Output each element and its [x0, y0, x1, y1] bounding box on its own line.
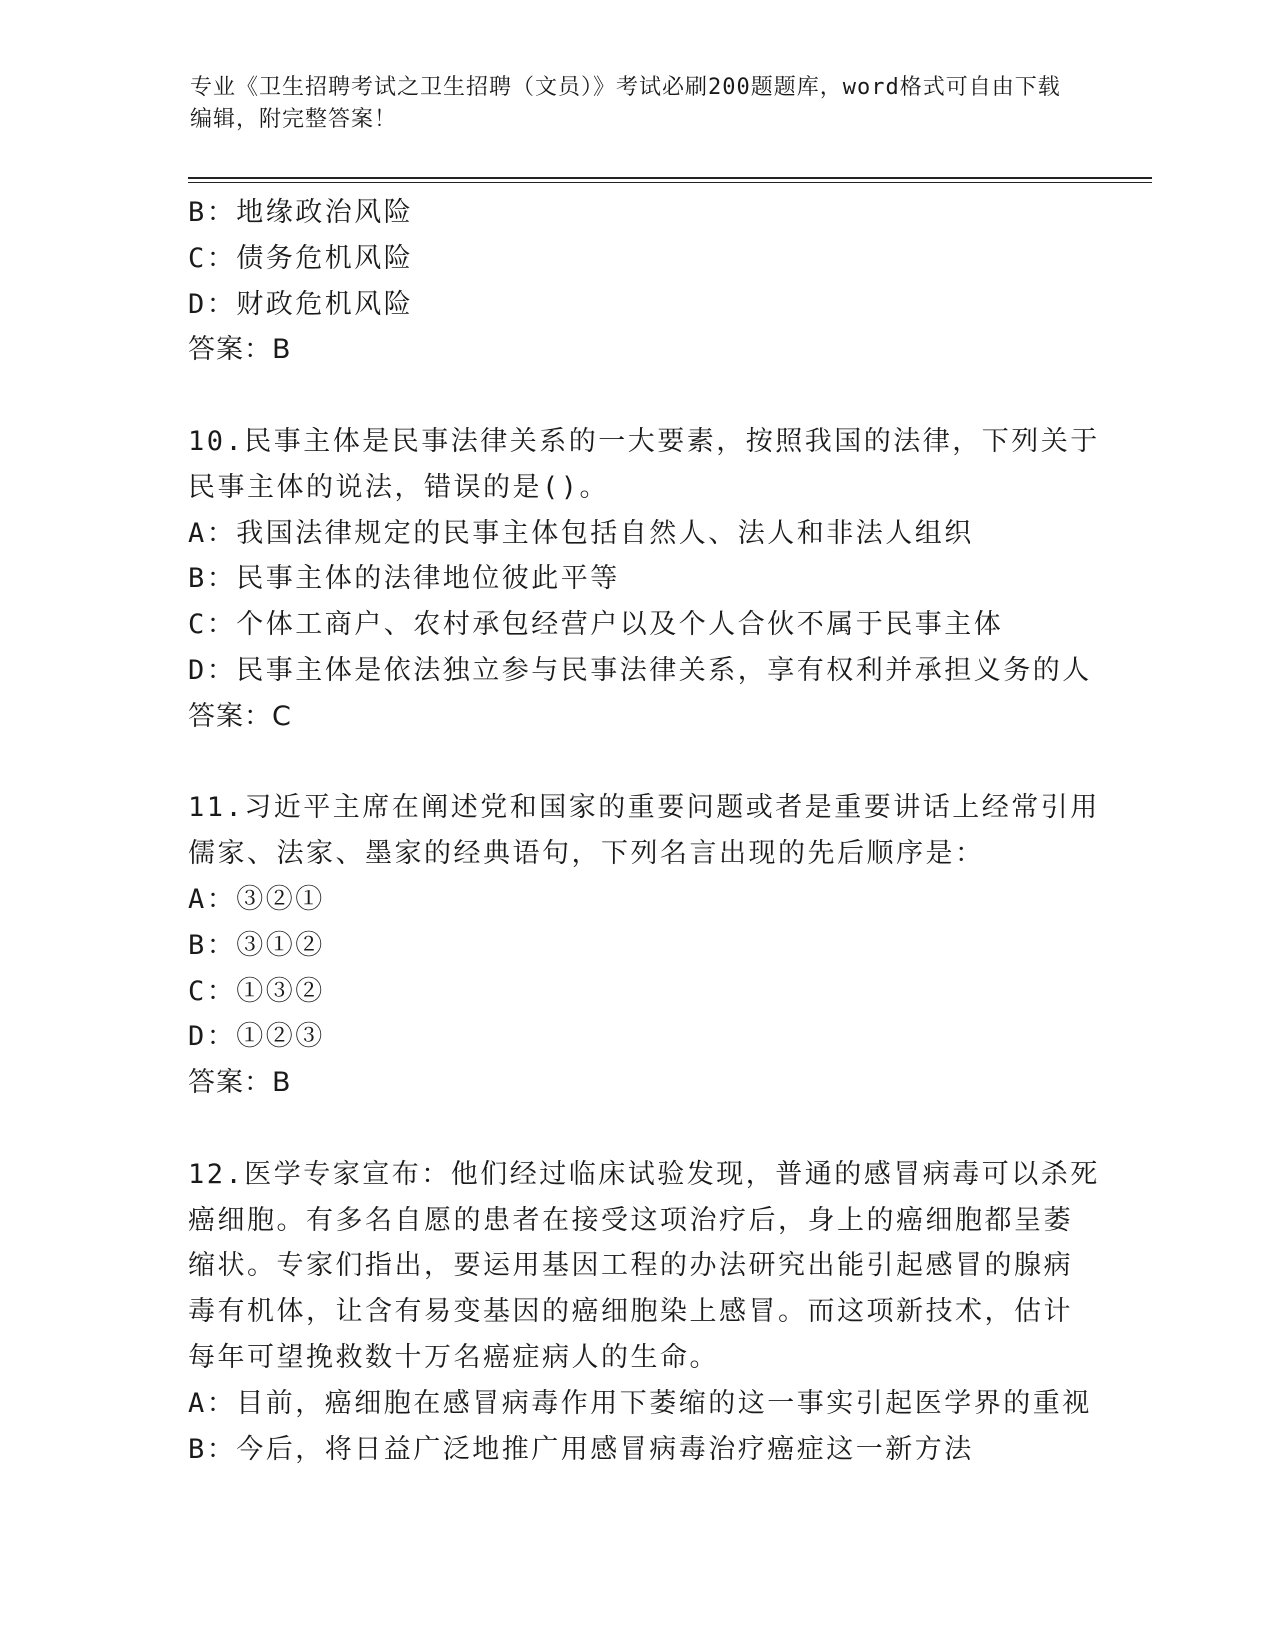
- option-b: B：今后，将日益广泛地推广用感冒病毒治疗癌症这一新方法: [188, 1433, 974, 1465]
- option-c: C：债务危机风险: [188, 242, 414, 274]
- option-c: C：①③②: [188, 975, 325, 1007]
- question-12: [188, 1152, 1100, 1473]
- question-stem-line: 12.医学专家宣布：他们经过临床试验发现，普通的感冒病毒可以杀死: [188, 1158, 1100, 1190]
- option-b: B：地缘政治风险: [188, 197, 414, 228]
- option-b: B：民事主体的法律地位彼此平等: [188, 563, 620, 595]
- spacer: [188, 740, 1088, 786]
- option-d: D：财政危机风险: [188, 288, 414, 320]
- spacer: [188, 373, 1088, 419]
- answer-line: 答案：B: [188, 1067, 292, 1099]
- question-stem-line: 癌细胞。有多名自愿的患者在接受这项治疗后，身上的癌细胞都呈萎: [188, 1204, 1073, 1236]
- header-rule-thick: [188, 177, 1152, 179]
- question-stem-line: 每年可望挽救数十万名癌症病人的生命。: [188, 1341, 719, 1373]
- option-a: A：目前，癌细胞在感冒病毒作用下萎缩的这一事实引起医学界的重视: [188, 1387, 1092, 1419]
- question-stem-line: 儒家、法家、墨家的经典语句，下列名言出现的先后顺序是：: [188, 838, 985, 870]
- option-c: C：个体工商户、农村承包经营户以及个人合伙不属于民事主体: [188, 609, 1004, 641]
- question-stem-line: 10.民事主体是民事法律关系的一大要素，按照我国的法律，下列关于: [188, 425, 1100, 457]
- option-a: A：我国法律规定的民事主体包括自然人、法人和非法人组织: [188, 517, 974, 549]
- option-b: B：③①②: [188, 929, 325, 961]
- option-d: D：民事主体是依法独立参与民事法律关系，享有权利并承担义务的人: [188, 654, 1092, 686]
- spacer: [188, 1106, 1088, 1152]
- question-stem-line: 民事主体的说法，错误的是()。: [188, 471, 610, 503]
- header-rule-thin: [188, 182, 1152, 183]
- option-a: A：③②①: [188, 883, 325, 915]
- question-stem-line: 11.习近平主席在阐述党和国家的重要问题或者是重要讲话上经常引用: [188, 792, 1100, 824]
- question-stem-line: 毒有机体，让含有易变基因的癌细胞染上感冒。而这项新技术，估计: [188, 1296, 1073, 1328]
- answer-line: 答案：B: [188, 334, 292, 366]
- question-10: [188, 419, 1100, 740]
- question-content: [188, 190, 1100, 1472]
- option-d: D：①②③: [188, 1021, 325, 1053]
- answer-line: 答案：C: [188, 700, 292, 732]
- question-stem-line: 缩状。专家们指出，要运用基因工程的办法研究出能引起感冒的腺病: [188, 1250, 1073, 1282]
- page-header: 专业《卫生招聘考试之卫生招聘（文员）》考试必刷200题题库，word格式可自由下载编辑，附完整答案！: [190, 75, 1061, 132]
- question-9: [188, 190, 1088, 373]
- question-11: [188, 785, 1100, 1106]
